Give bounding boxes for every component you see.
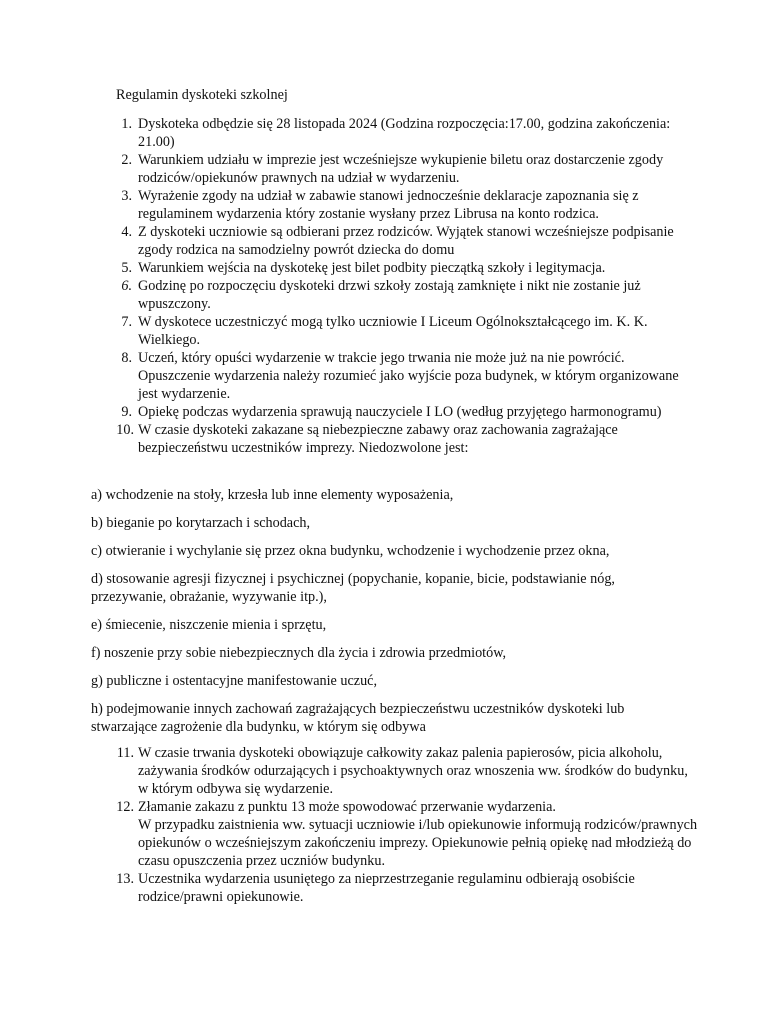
- list-item-number: 13.: [116, 871, 134, 887]
- list-item-number: 10.: [116, 422, 134, 438]
- list-item-number: 8.: [121, 350, 132, 366]
- list-item: [121, 115, 698, 151]
- list-item-number: 11.: [116, 745, 134, 761]
- list-item-text: Uczeń, który opuści wydarzenie w trakcie jego trwania nie może już na nie powrócić. Opuszczenie wydarzenia należy rozumieć jako wyjście poza budynek, w którym organizowane jest wydarzenie.: [138, 350, 679, 402]
- list-item-text: W czasie trwania dyskoteki obowiązuje całkowity zakaz palenia papierosów, picia alkoholu, zażywania środków odurzających i psychoaktywnych oraz wnoszenia ww. środków do budynku, w którym odbywa się wydarzenie.: [138, 745, 688, 797]
- list-item-text: Uczestnika wydarzenia usuniętego za nieprzestrzeganie regulaminu odbierają osobiście rodzice/prawni opiekunowie.: [138, 871, 635, 905]
- list-item: [121, 223, 698, 259]
- prohibited-item: a) wchodzenie na stoły, krzesła lub inne elementy wyposażenia,: [91, 487, 454, 503]
- list-item: [121, 151, 698, 187]
- prohibited-item: h) podejmowanie innych zachowań zagrażających bezpieczeństwu uczestników dyskoteki lub stwarzające zagrożenie dla budynku, w którym się odbywa: [91, 701, 625, 735]
- list-item: [116, 421, 698, 457]
- list-item: [121, 187, 698, 223]
- list-item-text-continued: W przypadku zaistnienia ww. sytuacji uczniowie i/lub opiekunowie informują rodziców/prawnych opiekunów o wcześniejszym zakończeniu imprezy. Opiekunowie pełnią opiekę nad młodzieżą do czasu opuszczenia przez uczniów budynku.: [138, 817, 698, 869]
- list-item-number: 12.: [116, 799, 134, 815]
- list-item-text: Opiekę podczas wydarzenia sprawują nauczyciele I LO (według przyjętego harmonogramu): [138, 404, 662, 420]
- list-item-number: 3.: [121, 188, 132, 204]
- rules-list-part1: [116, 115, 698, 457]
- list-item: [121, 403, 698, 421]
- prohibited-item: c) otwieranie i wychylanie się przez okna budynku, wchodzenie i wychodzenie przez okna,: [91, 543, 610, 559]
- list-item-text: Warunkiem udziału w imprezie jest wcześniejsze wykupienie biletu oraz dostarczenie zgody rodziców/opiekunów prawnych na udział w wydarzeniu.: [138, 152, 664, 186]
- prohibited-item: f) noszenie przy sobie niebezpiecznych dla życia i zdrowia przedmiotów,: [91, 645, 507, 661]
- list-item-number: 5.: [121, 260, 132, 276]
- list-item: [121, 277, 698, 313]
- prohibited-item: d) stosowanie agresji fizycznej i psychicznej (popychanie, kopanie, bicie, podstawianie nóg, przezywanie, obrażanie, wyzywanie itp.),: [91, 571, 615, 605]
- list-item-text: W dyskotece uczestniczyć mogą tylko uczniowie I Liceum Ogólnokształcącego im. K. K. Wielkiego.: [138, 314, 648, 348]
- prohibited-item: b) bieganie po korytarzach i schodach,: [91, 515, 311, 531]
- list-item-text: Z dyskoteki uczniowie są odbierani przez rodziców. Wyjątek stanowi wcześniejsze podpisanie zgody rodzica na samodzielny powrót dziecka do domu: [138, 224, 674, 258]
- list-item-number: 1.: [121, 116, 132, 132]
- list-item: [116, 798, 698, 870]
- list-item-number: 4.: [121, 224, 132, 240]
- prohibited-item: g) publiczne i ostentacyjne manifestowanie uczuć,: [91, 673, 378, 689]
- list-item-number: 2.: [121, 152, 132, 168]
- list-item-text: Warunkiem wejścia na dyskotekę jest bilet podbity pieczątką szkoły i legitymacja.: [138, 260, 606, 276]
- list-item-number: 7.: [121, 314, 132, 330]
- list-item-text: Złamanie zakazu z punktu 13 może spowodować przerwanie wydarzenia.: [138, 799, 556, 815]
- list-item-text: Dyskoteka odbędzie się 28 listopada 2024 (Godzina rozpoczęcia:17.00, godzina zakończenia: 21.00): [138, 116, 671, 150]
- list-item-text: W czasie dyskoteki zakazane są niebezpieczne zabawy oraz zachowania zagrażające bezpieczeństwu uczestników imprezy. Niedozwolone jest:: [138, 422, 618, 456]
- list-item-text: Godzinę po rozpoczęciu dyskoteki drzwi szkoły zostają zamknięte i nikt nie zostanie już wpuszczony.: [138, 278, 641, 312]
- prohibited-item: e) śmiecenie, niszczenie mienia i sprzętu,: [91, 617, 327, 633]
- list-item: [116, 870, 698, 906]
- list-item: [121, 259, 698, 277]
- prohibited-list: [91, 486, 686, 746]
- list-item-number: 9.: [121, 404, 132, 420]
- rules-list-part2: [116, 744, 698, 906]
- document-title: Regulamin dyskoteki szkolnej: [116, 87, 288, 103]
- list-item-number: 6.: [121, 278, 132, 294]
- list-item: [121, 313, 698, 349]
- list-item: [116, 744, 698, 798]
- list-item-text: Wyrażenie zgody na udział w zabawie stanowi jednocześnie deklaracje zapoznania się z regulaminem wydarzenia który zostanie wysłany przez Librusa na konto rodzica.: [138, 188, 639, 222]
- list-item: [121, 349, 698, 403]
